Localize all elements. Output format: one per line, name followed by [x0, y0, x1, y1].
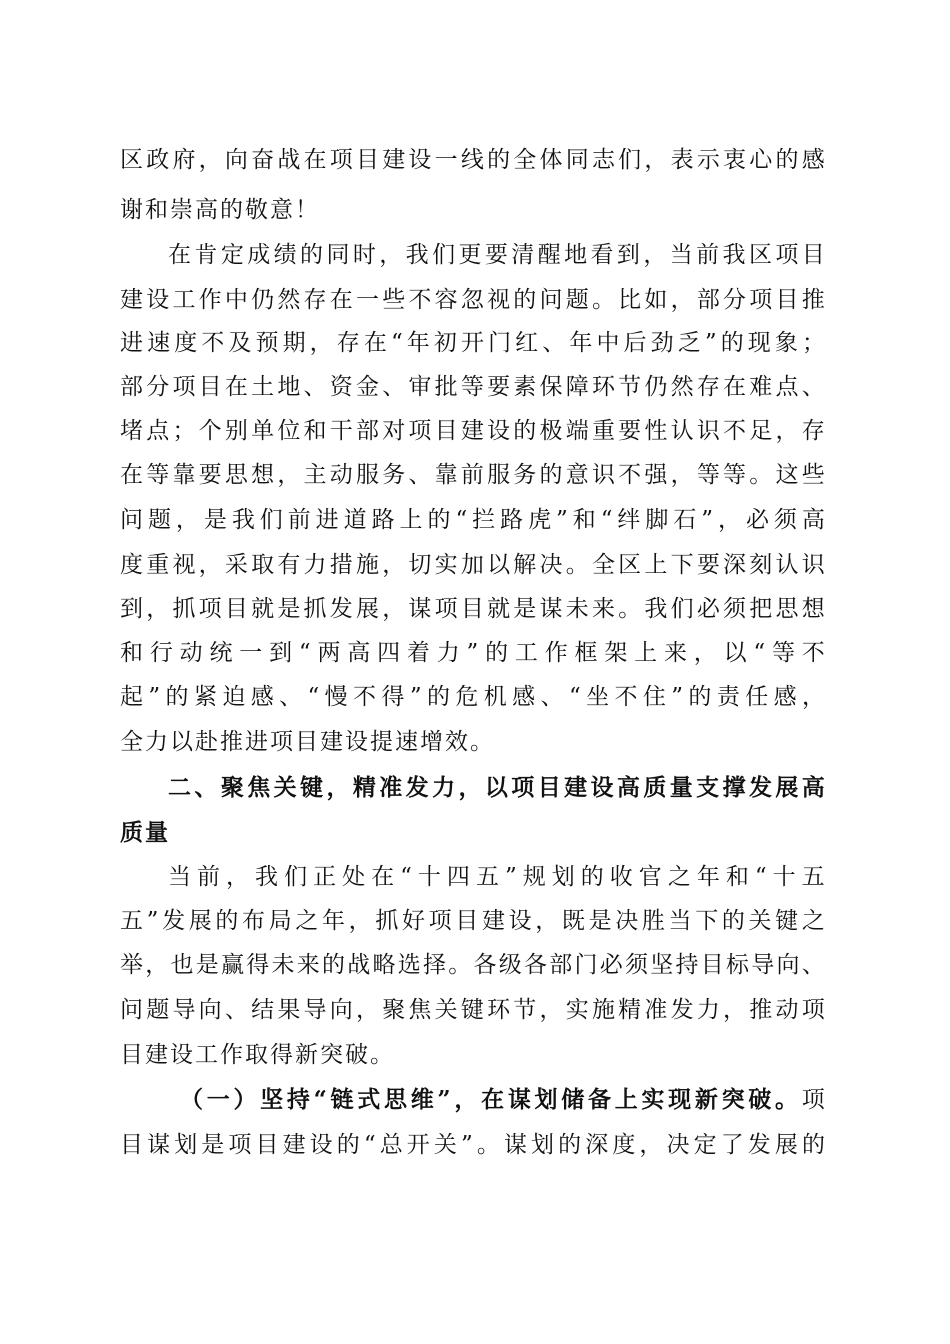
- text-line: 谢和崇高的敬意！: [120, 197, 320, 223]
- text-line: 进 速 度 不 及 预 期 ， 存 在 “ 年 初 开 门 红 、 年 中 后 劲 乏 ” 的 现 象 ；: [120, 330, 825, 356]
- text-line: 目建设工作取得新突破。: [120, 1042, 395, 1068]
- text-line: 度 重 视 ， 采 取 有 力 措 施 ， 切 实 加 以 解 决 。 全 区 上 下 要 深 刻 认 识: [120, 552, 825, 578]
- text-line: 问 题 ， 是 我 们 前 进 道 路 上 的 “ 拦 路 虎 ” 和 “ 绊 脚 石 ” ， 必 须 高: [120, 507, 825, 533]
- text-line: 到 ， 抓 项 目 就 是 抓 发 展 ， 谋 项 目 就 是 谋 未 来 。 我 们 必 须 把 思 想: [120, 596, 825, 622]
- text-line: 全力以赴推进项目建设提速增效。: [120, 729, 495, 755]
- text-line: 问 题 导 向 、 结 果 导 向 ， 聚 焦 关 键 环 节 ， 实 施 精 准 发 力 ， 推 动 项: [120, 997, 825, 1023]
- text-line: 堵 点 ； 个 别 单 位 和 干 部 对 项 目 建 设 的 极 端 重 要 性 认 识 不 足 ， 存: [120, 418, 825, 444]
- section-heading: 二 、 聚 焦 关 键 ， 精 准 发 力 ， 以 项 目 建 设 高 质 量 支 撑 发 展 高: [168, 774, 825, 801]
- text-line: 当 前 ， 我 们 正 处 在 “ 十 四 五 ” 规 划 的 收 官 之 年 和 “ 十 五: [168, 864, 825, 890]
- section-heading: 质量: [120, 819, 170, 846]
- text-line: 在 肯 定 成 绩 的 同 时 ， 我 们 更 要 清 醒 地 看 到 ， 当 前 我 区 项 目: [168, 242, 825, 268]
- text-line: 目 谋 划 是 项 目 建 设 的 “ 总 开 关 ” 。 谋 划 的 深 度 ， 决 定 了 发 展 的: [120, 1132, 825, 1158]
- text-line: 举 ， 也 是 赢 得 未 来 的 战 略 选 择 。 各 级 各 部 门 必 须 坚 持 目 标 导 向 、: [120, 952, 825, 978]
- text-line: 五 ” 发 展 的 布 局 之 年 ， 抓 好 项 目 建 设 ， 既 是 决 胜 当 下 的 关 键 之: [120, 908, 825, 934]
- text-line: 和 行 动 统 一 到 “ 两 高 四 着 力 ” 的 工 作 框 架 上 来 ， 以 “ 等 不: [120, 640, 825, 666]
- text-line: 建 设 工 作 中 仍 然 存 在 一 些 不 容 忽 视 的 问 题 。 比 如 ， 部 分 项 目 推: [120, 287, 825, 313]
- text-line: 区 政 府 ， 向 奋 战 在 项 目 建 设 一 线 的 全 体 同 志 们 ， 表 示 衷 心 的 感: [120, 147, 825, 173]
- text-line: 部 分 项 目 在 土 地 、 资 金 、 审 批 等 要 素 保 障 环 节 仍 然 存 在 难 点 、: [120, 374, 825, 400]
- text-line: 在 等 靠 要 思 想 ， 主 动 服 务 、 靠 前 服 务 的 意 识 不 强 ， 等 等 。 这 些: [120, 462, 825, 488]
- text-line: （ 一 ） 坚 持 “ 链 式 思 维 ” ， 在 谋 划 储 备 上 实 现 新 突 破 。 项: [180, 1086, 825, 1113]
- text-line: 起 ” 的 紧 迫 感 、 “ 慢 不 得 ” 的 危 机 感 、 “ 坐 不 住 ” 的 责 任 感 ，: [120, 684, 825, 710]
